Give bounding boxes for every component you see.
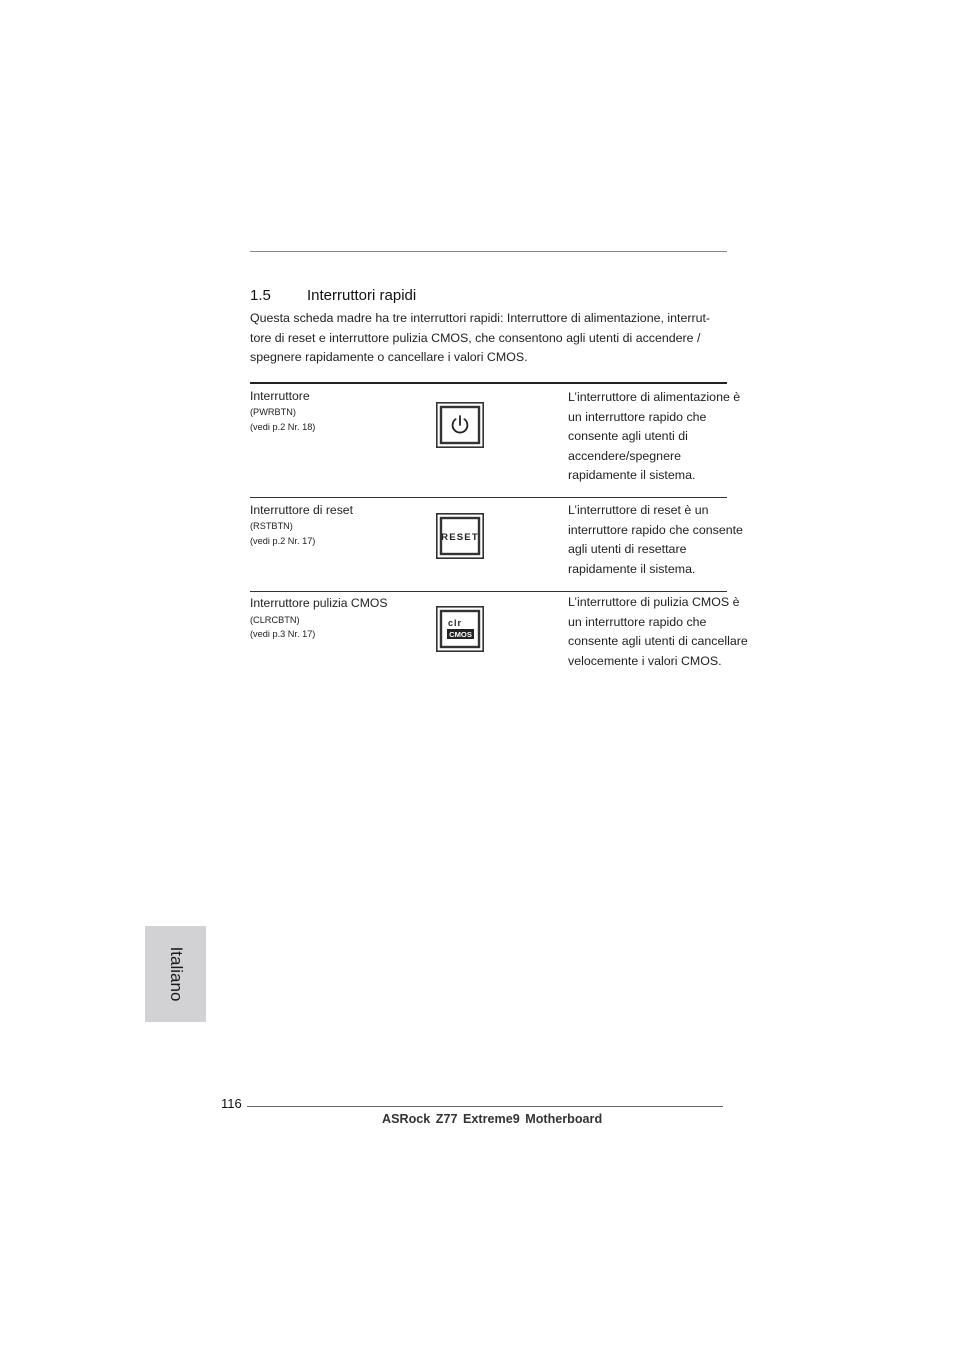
desc-line: consente agli utenti di	[568, 429, 688, 443]
switch-name-reset: Interruttore di reset	[250, 503, 353, 517]
switch-ref-reset: (vedi p.2 Nr. 17)	[250, 536, 316, 546]
footer-product-title: ASRock Z77 Extreme9 Motherboard	[382, 1112, 603, 1126]
reset-icon	[436, 513, 484, 559]
switch-desc-power	[568, 388, 768, 486]
row-divider	[250, 591, 727, 592]
intro-line: tore di reset e interruttore pulizia CMOS, che consentono agli utenti di accendere /	[250, 330, 701, 345]
table-top-rule	[250, 382, 727, 384]
switch-code-reset: (RSTBTN)	[250, 521, 293, 531]
intro-line: Questa scheda madre ha tre interruttori rapidi: Interruttore di alimentazione, interrut-	[250, 311, 711, 325]
desc-line: agli utenti di resettare	[568, 542, 687, 556]
desc-line: velocemente i valori CMOS.	[568, 653, 722, 668]
switch-ref-clear-cmos: (vedi p.3 Nr. 17)	[250, 629, 316, 639]
reset-icon-label: RESET	[441, 532, 479, 543]
cmos-label: CMOS	[449, 630, 472, 639]
desc-line: consente agli utenti di cancellare	[568, 634, 748, 648]
desc-line: rapidamente il sistema.	[568, 561, 696, 576]
switch-ref-power: (vedi p.2 Nr. 18)	[250, 422, 316, 432]
desc-line: L’interruttore di reset è un	[568, 503, 709, 517]
desc-line: un interruttore rapido che	[568, 614, 707, 629]
footer-rule	[247, 1106, 723, 1107]
desc-line: L’interruttore di pulizia CMOS è	[568, 595, 740, 609]
desc-line: interruttore rapido che consente	[568, 522, 743, 537]
clear-cmos-icon	[436, 606, 484, 652]
switch-code-clear-cmos: (CLRCBTN)	[250, 615, 300, 625]
page-number: 116	[221, 1096, 242, 1111]
power-icon	[436, 402, 484, 448]
desc-line: rapidamente il sistema.	[568, 468, 696, 482]
clr-label: clr	[448, 618, 463, 628]
switch-desc-clear-cmos	[568, 593, 768, 671]
section-title: Interruttori rapidi	[307, 287, 417, 304]
switch-name-power: Interruttore	[250, 389, 310, 403]
desc-line: un interruttore rapido che	[568, 409, 707, 424]
section-number: 1.5	[250, 287, 271, 304]
section-top-rule	[250, 251, 727, 252]
language-label: Italiano	[166, 946, 186, 1002]
language-side-tab	[145, 926, 206, 1022]
switch-name-clear-cmos: Interruttore pulizia CMOS	[250, 596, 388, 610]
intro-line: spegnere rapidamente o cancellare i valori CMOS.	[250, 350, 528, 365]
desc-line: L’interruttore di alimentazione è	[568, 390, 741, 404]
switch-code-power: (PWRBTN)	[250, 407, 296, 417]
row-divider	[250, 497, 727, 498]
intro-paragraph	[250, 309, 740, 368]
desc-line: accendere/spegnere	[568, 448, 681, 463]
section-heading	[250, 287, 416, 304]
switch-desc-reset	[568, 501, 768, 579]
